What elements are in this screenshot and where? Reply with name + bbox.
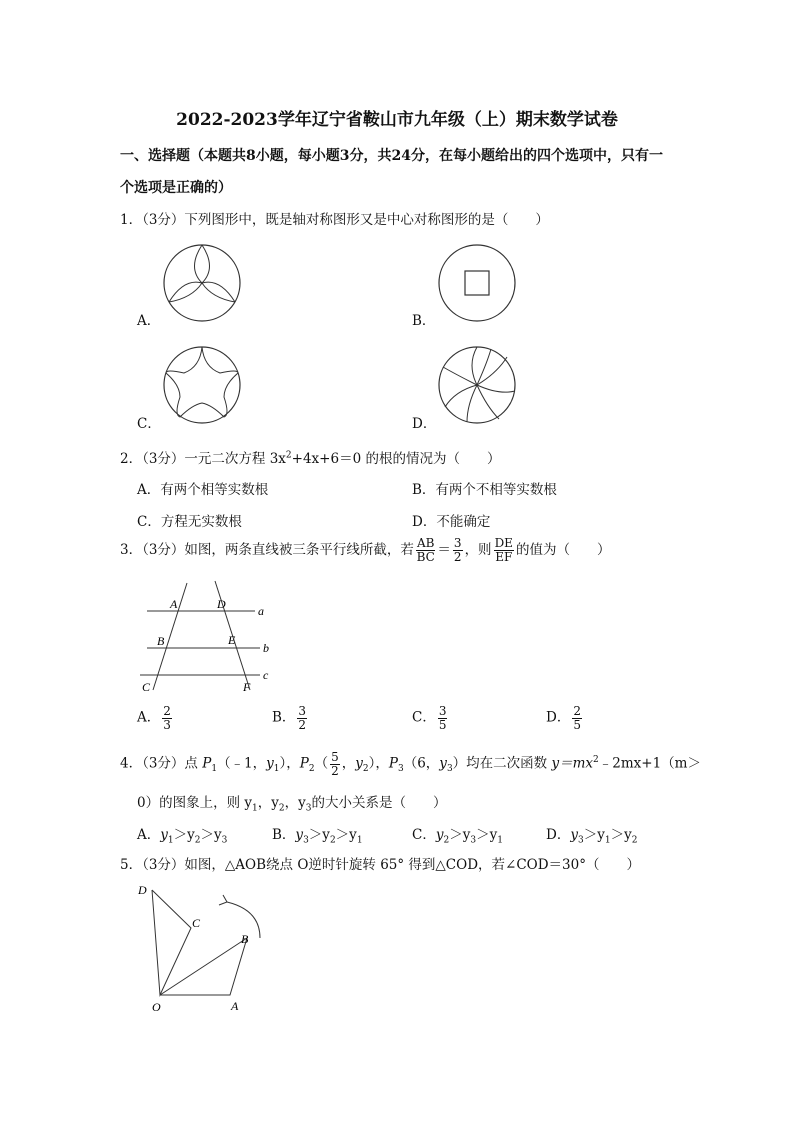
q2-stem: 2．（3分）一元二次方程 $3x^2+4x+6=0$ 的根的情况为（ ） [120, 450, 501, 467]
q4-option-a: A．$y_1>y_2>y_3$ [137, 827, 228, 846]
label-A: A [231, 999, 239, 1013]
label-b: b [263, 641, 269, 655]
label-O: O [152, 1000, 161, 1014]
q1-option-c-label: C． [137, 416, 161, 432]
q4-stem-line2: 0）的图象上，则 $y_1$，$y_2$，$y_3$的大小关系是（ ） [137, 795, 447, 814]
label-a: a [258, 604, 264, 618]
q3-figure [135, 578, 280, 698]
q4-option-c: C．$y_2>y_3>y_1$ [412, 827, 503, 846]
label-C: C [192, 916, 201, 930]
q3-option-c: C． $\frac{3}{5}$ [412, 704, 447, 732]
q3-stem: 3．（3分）如图，两条直线被三条平行线所截，若 $\frac{AB}{BC}$ ＝ $\frac{3}{2}$ ，则 $\frac{DE}{EF}$ 的值为（ ） [120, 536, 611, 564]
q4-option-d: D．$y_3>y_1>y_2$ [546, 827, 638, 846]
q1-option-b-label: B． [412, 313, 436, 329]
q4-stem-line1: 4．（3分）点 $P_1(﹣1$，$y_1$），$P_2$（ $\frac{5}{2}$ ，$y_2$），$P_3(6$，$y_3$）均在二次函数 $y=mx^2﹣2mx+1(m>$ [120, 749, 701, 778]
q2-option-a: A．有两个相等实数根 [137, 482, 269, 498]
q1-figure-c [162, 345, 242, 425]
q2-option-d: D．不能确定 [412, 514, 491, 530]
label-E: E [228, 633, 236, 647]
section-heading-line1: 一、选择题（本题共8小题，每小题3分，共24分，在每小题给出的四个选项中，只有一 [120, 148, 663, 164]
q3-option-d: D． $\frac{2}{5}$ [546, 704, 581, 732]
section-heading-line2: 个选项是正确的） [120, 180, 232, 196]
q2-option-b: B．有两个不相等实数根 [412, 482, 557, 498]
q1-figure-d [437, 345, 517, 425]
q4-option-b: B．$y_3>y_2>y_1$ [272, 827, 363, 846]
label-B: B [241, 932, 249, 946]
q1-stem: 1．（3分）下列图形中，既是轴对称图形又是中心对称图形的是（ ） [120, 212, 549, 228]
page-title: 2022-2023学年辽宁省鞍山市九年级（上）期末数学试卷 [176, 110, 618, 130]
label-D: D [217, 597, 226, 611]
label-A: A [170, 597, 178, 611]
q1-figure-b [437, 243, 517, 323]
q5-figure [135, 880, 275, 1015]
rotation-arrowhead [219, 895, 227, 905]
q1-option-a-label: A． [137, 313, 161, 329]
label-B: B [157, 634, 165, 648]
q1-option-d-label: D． [412, 416, 437, 432]
label-C: C [142, 680, 151, 694]
triangle-cod [152, 890, 191, 995]
q2-option-c: C．方程无实数根 [137, 514, 242, 530]
q3-option-b: B． $\frac{3}{2}$ [272, 704, 307, 732]
q5-stem: 5．（3分）如图，△AOB绕点 O逆时针旋转 65° 得到△COD，若∠COD＝30°（ ） [120, 857, 640, 873]
label-D: D [138, 883, 147, 897]
q1-figure-a [162, 243, 242, 323]
label-c: c [263, 668, 269, 682]
q3-option-a: A． $\frac{2}{3}$ [137, 704, 171, 732]
label-F: F [243, 680, 251, 694]
